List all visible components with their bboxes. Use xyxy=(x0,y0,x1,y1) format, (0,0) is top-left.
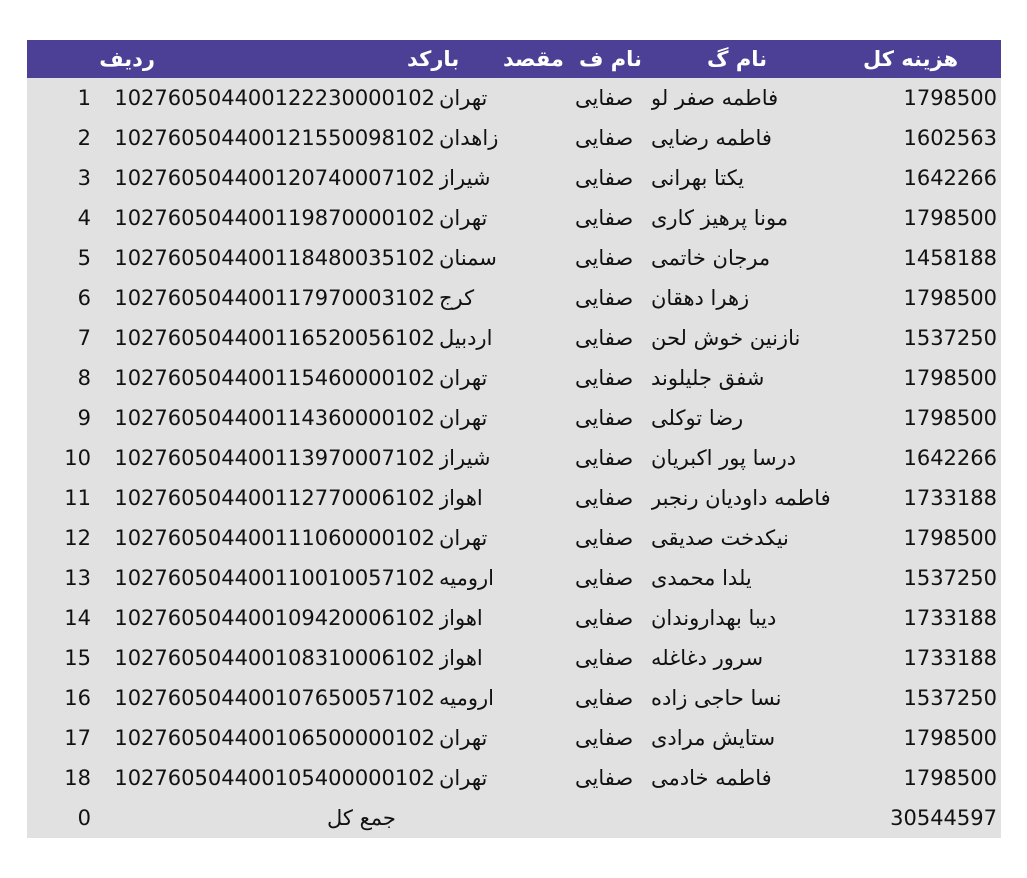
family-name-cell: صفایی xyxy=(575,206,634,230)
first-name-cell: درسا پور اکبریان xyxy=(651,446,797,470)
first-name-cell: ستایش مرادی xyxy=(651,726,776,750)
table-row xyxy=(27,718,1001,758)
first-name-cell: فاطمه خادمی xyxy=(651,766,772,790)
destination-cell: اردبیل xyxy=(439,326,493,350)
first-name-cell: نیکدخت صدیقی xyxy=(651,526,789,550)
first-name-cell: زهرا دهقان xyxy=(651,286,750,310)
total-cost-cell: 1642266 xyxy=(903,446,997,470)
table-row xyxy=(27,198,1001,238)
row-number-cell: 7 xyxy=(77,326,91,350)
row-number-cell: 15 xyxy=(64,646,91,670)
row-number-cell: 6 xyxy=(77,286,91,310)
family-name-cell: صفایی xyxy=(575,406,634,430)
row-number-cell: 13 xyxy=(64,566,91,590)
barcode-cell: 102760504400108310006102 xyxy=(114,646,435,670)
total-cost-value: 30544597 xyxy=(890,806,997,830)
header-total-cost: هزینه کل xyxy=(863,47,959,71)
row-number-cell: 5 xyxy=(77,246,91,270)
first-name-cell: مرجان خاتمی xyxy=(651,246,771,270)
first-name-cell: فاطمه داودیان رنجبر xyxy=(651,486,831,510)
total-cost-cell: 1798500 xyxy=(903,766,997,790)
family-name-cell: صفایی xyxy=(575,766,634,790)
table-row xyxy=(27,478,1001,518)
row-number-cell: 1 xyxy=(77,86,91,110)
row-number-cell: 10 xyxy=(64,446,91,470)
total-cost-cell: 1798500 xyxy=(903,406,997,430)
barcode-cell: 102760504400116520056102 xyxy=(114,326,435,350)
total-cost-cell: 1798500 xyxy=(903,526,997,550)
family-name-cell: صفایی xyxy=(575,686,634,710)
row-number-cell: 18 xyxy=(64,766,91,790)
destination-cell: تهران xyxy=(439,366,488,390)
table-body xyxy=(27,78,1001,798)
header-destination: مقصد xyxy=(503,47,564,71)
table-row xyxy=(27,78,1001,118)
barcode-cell: 102760504400121550098102 xyxy=(114,126,435,150)
table-row xyxy=(27,278,1001,318)
barcode-cell: 102760504400113970007102 xyxy=(114,446,435,470)
table-row xyxy=(27,358,1001,398)
family-name-cell: صفایی xyxy=(575,86,634,110)
family-name-cell: صفایی xyxy=(575,446,634,470)
barcode-cell: 102760504400109420006102 xyxy=(114,606,435,630)
table-row xyxy=(27,758,1001,798)
family-name-cell: صفایی xyxy=(575,126,634,150)
table-total-row xyxy=(27,798,1001,838)
destination-cell: ارومیه xyxy=(439,566,494,590)
destination-cell: تهران xyxy=(439,526,488,550)
total-cost-cell: 1537250 xyxy=(903,326,997,350)
first-name-cell: یکتا بهرانی xyxy=(651,166,745,190)
row-number-cell: 14 xyxy=(64,606,91,630)
destination-cell: اهواز xyxy=(439,486,483,510)
destination-cell: کرج xyxy=(439,286,475,310)
first-name-cell: نازنین خوش لحن xyxy=(651,326,801,350)
family-name-cell: صفایی xyxy=(575,526,634,550)
barcode-cell: 102760504400110010057102 xyxy=(114,566,435,590)
family-name-cell: صفایی xyxy=(575,646,634,670)
total-cost-cell: 1798500 xyxy=(903,726,997,750)
family-name-cell: صفایی xyxy=(575,326,634,350)
total-cost-cell: 1537250 xyxy=(903,566,997,590)
first-name-cell: رضا توکلی xyxy=(651,406,744,430)
barcode-cell: 102760504400119870000102 xyxy=(114,206,435,230)
table-row xyxy=(27,638,1001,678)
row-number-cell: 4 xyxy=(77,206,91,230)
first-name-cell: فاطمه صفر لو xyxy=(651,86,779,110)
row-number-cell: 2 xyxy=(77,126,91,150)
first-name-cell: مونا پرهیز کاری xyxy=(651,206,789,230)
barcode-cell: 102760504400107650057102 xyxy=(114,686,435,710)
barcode-cell: 102760504400106500000102 xyxy=(114,726,435,750)
destination-cell: شیراز xyxy=(439,446,491,470)
barcode-cell: 102760504400117970003102 xyxy=(114,286,435,310)
first-name-cell: فاطمه رضایی xyxy=(651,126,772,150)
table-row xyxy=(27,518,1001,558)
family-name-cell: صفایی xyxy=(575,166,634,190)
table-row xyxy=(27,598,1001,638)
table-row xyxy=(27,558,1001,598)
row-number-cell: 11 xyxy=(64,486,91,510)
first-name-cell: شفق جلیلوند xyxy=(651,366,765,390)
family-name-cell: صفایی xyxy=(575,566,634,590)
destination-cell: تهران xyxy=(439,86,488,110)
header-barcode: بارکد xyxy=(407,47,460,71)
destination-cell: تهران xyxy=(439,406,488,430)
header-row-number: ردیف xyxy=(99,47,155,71)
row-number-cell: 3 xyxy=(77,166,91,190)
table-row xyxy=(27,318,1001,358)
header-first-name: نام گ xyxy=(707,47,767,71)
barcode-cell: 102760504400112770006102 xyxy=(114,486,435,510)
row-number-cell: 9 xyxy=(77,406,91,430)
table-row xyxy=(27,398,1001,438)
total-cost-cell: 1458188 xyxy=(903,246,997,270)
first-name-cell: سرور دغاغله xyxy=(651,646,764,670)
barcode-cell: 102760504400115460000102 xyxy=(114,366,435,390)
destination-cell: تهران xyxy=(439,766,488,790)
barcode-cell: 102760504400120740007102 xyxy=(114,166,435,190)
total-label: جمع کل xyxy=(327,806,396,830)
total-cost-cell: 1733188 xyxy=(903,486,997,510)
destination-cell: سمنان xyxy=(439,246,497,270)
table-row xyxy=(27,158,1001,198)
first-name-cell: یلدا محمدی xyxy=(651,566,752,590)
first-name-cell: دیبا بهداروندان xyxy=(651,606,777,630)
barcode-cell: 102760504400122230000102 xyxy=(114,86,435,110)
destination-cell: اهواز xyxy=(439,606,483,630)
destination-cell: اهواز xyxy=(439,646,483,670)
first-name-cell: نسا حاجی زاده xyxy=(651,686,782,710)
total-cost-cell: 1798500 xyxy=(903,366,997,390)
barcode-cell: 102760504400118480035102 xyxy=(114,246,435,270)
row-number-cell: 16 xyxy=(64,686,91,710)
table-header-row xyxy=(27,40,1001,78)
destination-cell: ارومیه xyxy=(439,686,494,710)
barcode-cell: 102760504400105400000102 xyxy=(114,766,435,790)
total-cost-cell: 1602563 xyxy=(903,126,997,150)
table-row xyxy=(27,118,1001,158)
total-cost-cell: 1733188 xyxy=(903,646,997,670)
header-family-name: نام ف xyxy=(579,47,642,71)
total-cost-cell: 1642266 xyxy=(903,166,997,190)
family-name-cell: صفایی xyxy=(575,606,634,630)
destination-cell: تهران xyxy=(439,206,488,230)
row-number-cell: 8 xyxy=(77,366,91,390)
family-name-cell: صفایی xyxy=(575,286,634,310)
family-name-cell: صفایی xyxy=(575,726,634,750)
row-number-cell: 17 xyxy=(64,726,91,750)
total-cost-cell: 1798500 xyxy=(903,286,997,310)
family-name-cell: صفایی xyxy=(575,246,634,270)
destination-cell: زاهدان xyxy=(439,126,499,150)
table-row xyxy=(27,438,1001,478)
family-name-cell: صفایی xyxy=(575,486,634,510)
row-number-cell: 12 xyxy=(64,526,91,550)
total-cost-cell: 1733188 xyxy=(903,606,997,630)
barcode-cell: 102760504400114360000102 xyxy=(114,406,435,430)
family-name-cell: صفایی xyxy=(575,366,634,390)
destination-cell: شیراز xyxy=(439,166,491,190)
total-cost-cell: 1798500 xyxy=(903,206,997,230)
data-table xyxy=(27,40,1001,838)
destination-cell: تهران xyxy=(439,726,488,750)
total-cost-cell: 1537250 xyxy=(903,686,997,710)
table-row xyxy=(27,238,1001,278)
total-cost-cell: 1798500 xyxy=(903,86,997,110)
total-row-number: 0 xyxy=(77,806,91,830)
table-row xyxy=(27,678,1001,718)
barcode-cell: 102760504400111060000102 xyxy=(114,526,435,550)
